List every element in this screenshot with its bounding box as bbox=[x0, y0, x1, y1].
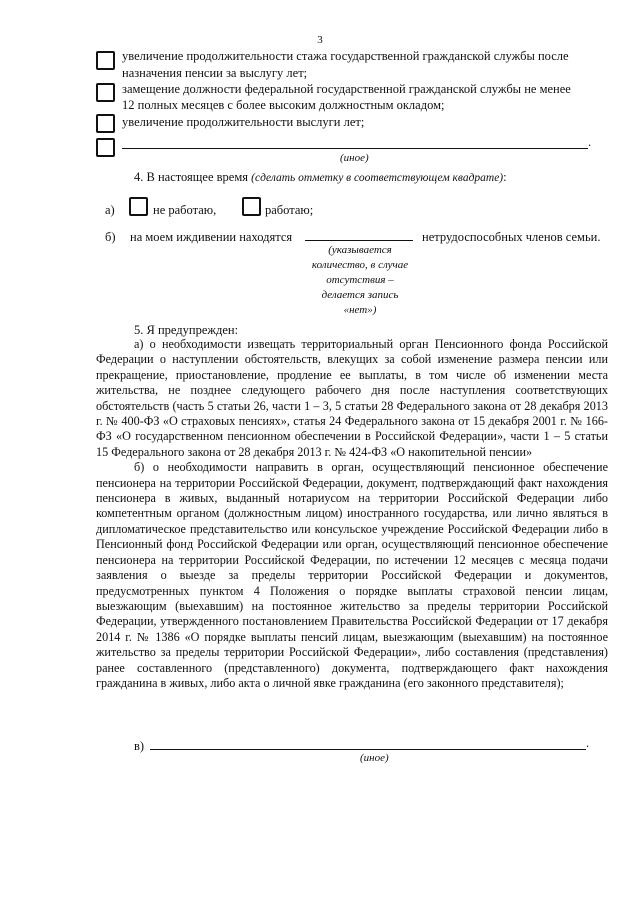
other-line-end: . bbox=[588, 135, 592, 149]
section-4-heading-note: (сделать отметку в соответствующем квадрате) bbox=[251, 172, 504, 184]
paragraph-a: а) о необходимости извещать территориальный орган Пенсионного фонда Российской Федерации о наступлении обстоятельств, влекущих за собой изменение размера пенсии или прекращение, приостановление, продление ее выплаты, в том числе об изменении места жительства, не позднее следующего рабочего дня после наступления соответствующих обстоятельств (часть 5 статьи 26, части 1 – 3, 5 статьи 28 Федерального закона от 28 декабря 2013 г. № 400-ФЗ «О страховых пенсиях», статья 24 Федерального закона от 15 декабря 2001 г. № 166-ФЗ «О государственном пенсионном обеспечении в Российской Федерации», части 1 – 5 статьи 15 Федерального закона от 28 декабря 2013 г. № 424-ФЗ «О накопительной пенсии» bbox=[96, 337, 608, 459]
checkbox-working[interactable] bbox=[242, 197, 261, 216]
page-number: 3 bbox=[317, 34, 323, 46]
dependents-tail: нетрудоспособных членов семьи. bbox=[422, 230, 601, 244]
option-2-line-2: 12 полных месяцев с более высоким должностным окладом; bbox=[122, 98, 445, 112]
item-b-label: б) bbox=[105, 230, 116, 244]
other-fill-line[interactable] bbox=[122, 148, 588, 149]
working-label: работаю; bbox=[265, 203, 314, 217]
section-4-heading-num: 4. В настоящее время bbox=[134, 170, 252, 184]
item-v-fill-line[interactable] bbox=[150, 749, 586, 750]
section-4-heading-end: : bbox=[503, 170, 507, 184]
not-working-label: не работаю, bbox=[153, 203, 217, 217]
item-a-label: а) bbox=[105, 203, 115, 217]
item-v-end: . bbox=[586, 736, 590, 750]
dependents-note-line: количество, в случае bbox=[311, 259, 409, 271]
paragraph-b: б) о необходимости направить в орган, осуществляющий пенсионное обеспечение пенсионера на территории Российской Федерации, документ, подтверждающий факт нахождения пенсионера в живых, выданный нотариусом на территории Российской Федерации либо компетентным органом (должностным лицом) иностранного государства, или лично являться в дипломатическое представительство или консульское учреждение Российской Федерации либо в Пенсионный фонд Российской Федерации или орган, осуществляющий пенсионное обеспечение пенсионера на территории Российской Федерации, по истечении 12 месяцев с месяца подачи заявления о выезде за пределы территории Российской Федерации и документов, предусмотренных пунктом 4 Положения о порядке выплаты страховой пенсии лицам, выезжающим (выехавшим) на постоянное жительство за пределы территории Российской Федерации, утвержденного постановлением Правительства Российской Федерации от 17 декабря 2014 г. № 1386 «О порядке выплаты пенсий лицам, выезжающим (выехавшим) на постоянное жительство за пределы территории Российской Федерации», либо составления (представления) ранее составленного (представленного) документа, подтверждающего факт нахождения гражданина в живых, либо акта о личной явке гражданина (его законного представителя); bbox=[96, 460, 608, 690]
dependents-note bbox=[300, 243, 420, 318]
checkbox-not-working[interactable] bbox=[129, 197, 148, 216]
option-2-line-1: замещение должности федеральной государственной гражданской службы не менее bbox=[122, 82, 571, 96]
option-3-line-1: увеличение продолжительности выслуги лет; bbox=[122, 115, 365, 129]
section-4-heading bbox=[134, 169, 507, 187]
section-5-heading: 5. Я предупрежден: bbox=[134, 323, 239, 337]
section-5-body bbox=[96, 337, 608, 691]
dependents-note-line: «нет») bbox=[343, 304, 377, 316]
checkbox-other[interactable] bbox=[96, 138, 115, 157]
dependents-note-line: (указывается bbox=[328, 244, 392, 256]
item-v-label: в) bbox=[134, 739, 145, 753]
dependents-count-field[interactable] bbox=[305, 240, 413, 241]
checkbox-service-length[interactable] bbox=[96, 114, 115, 133]
dependents-note-line: отсутствия – bbox=[326, 274, 394, 286]
other-caption: (иное) bbox=[340, 152, 369, 164]
dependents-note-line: делается запись bbox=[321, 289, 399, 301]
checkbox-stage-increase[interactable] bbox=[96, 51, 115, 70]
checkbox-position-change[interactable] bbox=[96, 83, 115, 102]
option-1-line-2: назначения пенсии за выслугу лет; bbox=[122, 66, 308, 80]
item-v-caption: (иное) bbox=[360, 752, 389, 764]
dependents-text: на моем иждивении находятся bbox=[130, 230, 293, 244]
option-1-line-1: увеличение продолжительности стажа государственной гражданской службы после bbox=[122, 49, 569, 63]
